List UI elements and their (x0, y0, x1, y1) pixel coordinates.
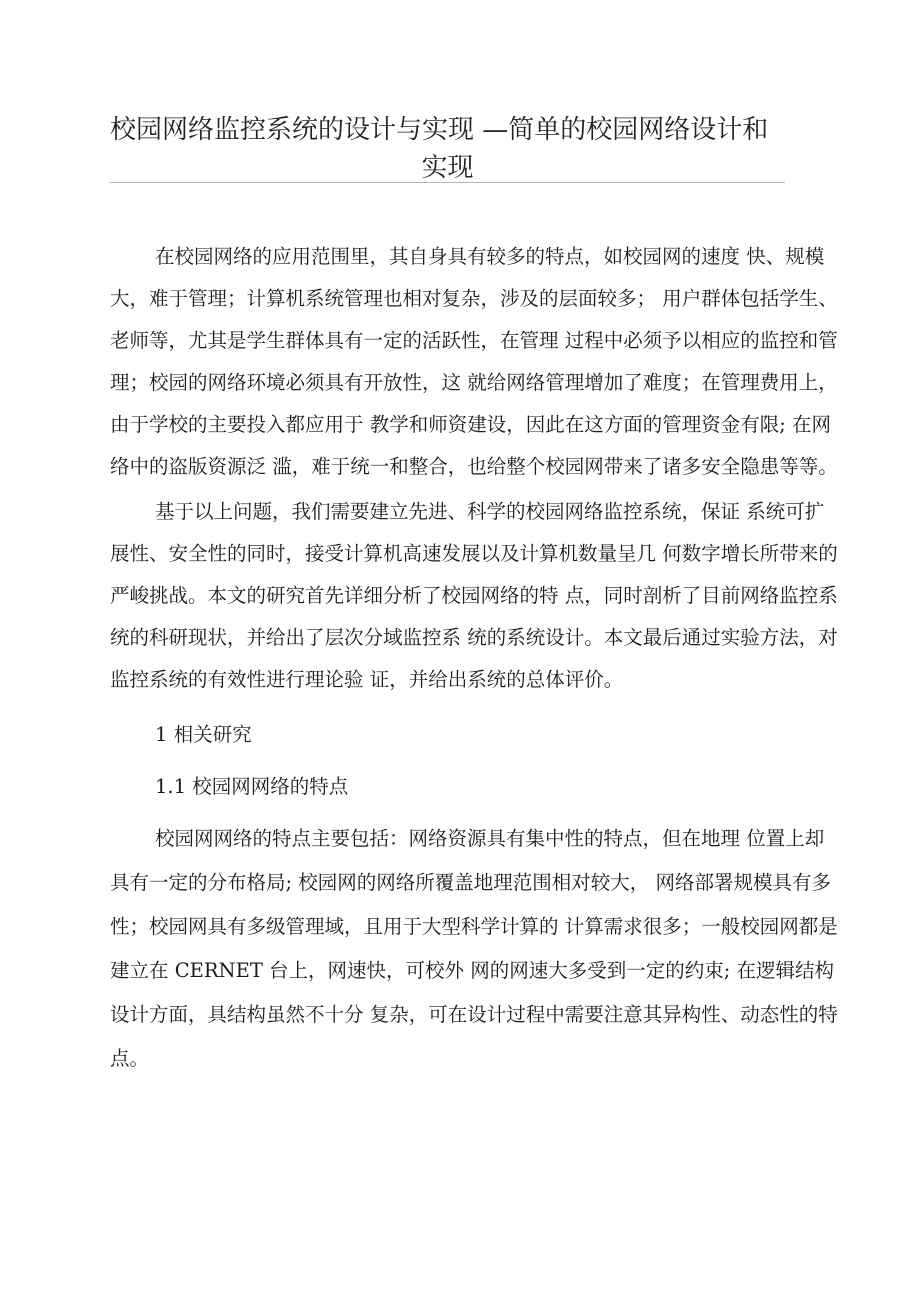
paragraph-line: 在校园网络的应用范围里，其自身具有较多的特点，如校园网的速度 快、规模 (155, 245, 825, 268)
paragraph-line: 由于学校的主要投入都应用于 教学和师资建设，因此在这方面的管理资金有限; 在网 (110, 413, 831, 436)
paragraph-line: 性；校园网具有多级管理域，且用于大型科学计算的 计算需求很多；一般校园网都是 (110, 915, 838, 938)
paragraph-line: 络中的盗版资源泛 滥，难于统一和整合，也给整个校园网带来了诸多安全隐患等等。 (110, 455, 838, 478)
paragraph-line: 设计方面，具结构虽然不十分 复杂，可在设计过程中需要注意其异构性、动态性的特 (110, 1003, 838, 1026)
paragraph-line: 展性、安全性的同时，接受计算机高速发展以及计算机数量呈几 何数字增长所带来的 (110, 542, 838, 565)
paragraph-line: 大，难于管理；计算机系统管理也相对复杂，涉及的层面较多； 用户群体包括学生、 (110, 287, 838, 310)
paragraph-line: 校园网网络的特点主要包括：网络资源具有集中性的特点，但在地理 位置上却 (155, 827, 825, 850)
document-title-line-2: 实现 (421, 153, 474, 183)
paragraph-line: 老师等，尤其是学生群体具有一定的活跃性，在管理 过程中必须予以相应的监控和管 (110, 329, 838, 352)
paragraph-line: 监控系统的有效性进行理论验 证，并给出系统的总体评价。 (110, 668, 624, 691)
paragraph-line: 严峻挑战。本文的研究首先详细分析了校园网络的特 点，同时剖析了目前网络监控系 (110, 584, 838, 607)
title-divider (110, 182, 785, 183)
paragraph-line: 点。 (110, 1047, 150, 1070)
paragraph-line: 建立在 CERNET 台上，网速快，可校外 网的网速大多受到一定的约束; 在逻辑结构 (110, 959, 835, 982)
section-heading-1: 1 相关研究 (155, 723, 252, 746)
paragraph-line: 统的科研现状，并给出了层次分域监控系 统的系统设计。本文最后通过实验方法，对 (110, 626, 838, 649)
paragraph-line: 具有一定的分布格局; 校园网的网络所覆盖地理范围相对较大， 网络部署规模具有多 (110, 871, 831, 894)
section-heading-1-1: 1.1 校园网网络的特点 (155, 775, 349, 798)
document-title-line-1: 校园网络监控系统的设计与实现 —简单的校园网络设计和 (110, 115, 769, 145)
paragraph-line: 基于以上问题，我们需要建立先进、科学的校园网络监控系统，保证 系统可扩 (155, 500, 825, 523)
paragraph-line: 理；校园的网络环境必须具有开放性，这 就给网络管理增加了难度；在管理费用上， (110, 371, 838, 394)
